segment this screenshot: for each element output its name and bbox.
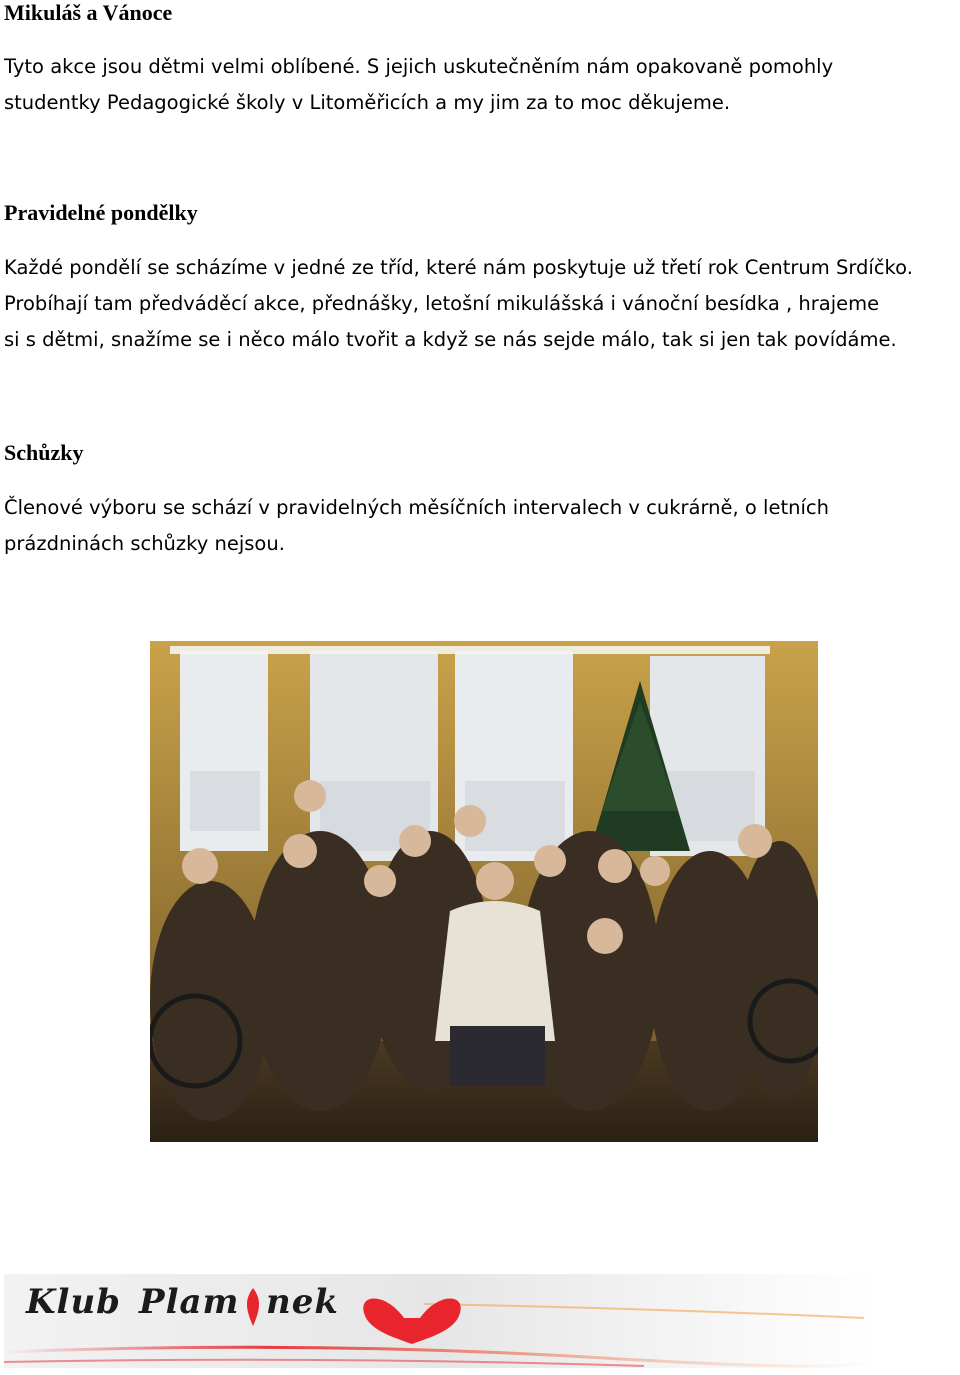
heading-schuzky: Schůzky xyxy=(4,440,84,465)
paragraph-line: Každé pondělí se scházíme v jedné ze tříd, které nám poskytuje už třetí rok Centrum Srdíčko. xyxy=(4,256,913,279)
logo-text-klub: Klub xyxy=(26,1282,121,1322)
logo-text-nek: nek xyxy=(266,1282,339,1322)
logo-text-plam: Plam xyxy=(139,1282,240,1322)
paragraph-line: prázdninách schůzky nejsou. xyxy=(4,532,285,555)
paragraph-line: Členové výboru se schází v pravidelných měsíčních intervalech v cukrárně, o letních xyxy=(4,496,829,519)
logo-swoosh xyxy=(4,1274,876,1368)
flame-icon xyxy=(240,1286,266,1330)
paragraph-line: Probíhají tam předváděcí akce, přednášky, letošní mikulášská i vánoční besídka , hrajeme xyxy=(4,292,880,315)
heading-pravidelne-pondelky: Pravidelné pondělky xyxy=(4,200,198,225)
paragraph-line: Tyto akce jsou dětmi velmi oblíbené. S jejich uskutečněním nám opakovaně pomohly xyxy=(4,55,834,78)
group-photo-illustration xyxy=(150,641,818,1142)
paragraph-pondelky xyxy=(4,250,913,358)
paragraph-schuzky xyxy=(4,490,829,562)
klub-plamenek-logo xyxy=(4,1274,876,1368)
group-photo xyxy=(150,641,818,1142)
paragraph-mikulas xyxy=(4,49,833,121)
paragraph-line: si s dětmi, snažíme se i něco málo tvořit a když se nás sejde málo, tak si jen tak povídáme. xyxy=(4,328,897,351)
heading-mikulas: Mikuláš a Vánoce xyxy=(4,0,173,25)
paragraph-line: studentky Pedagogické školy v Litoměřicích a my jim za to moc děkujeme. xyxy=(4,91,731,114)
